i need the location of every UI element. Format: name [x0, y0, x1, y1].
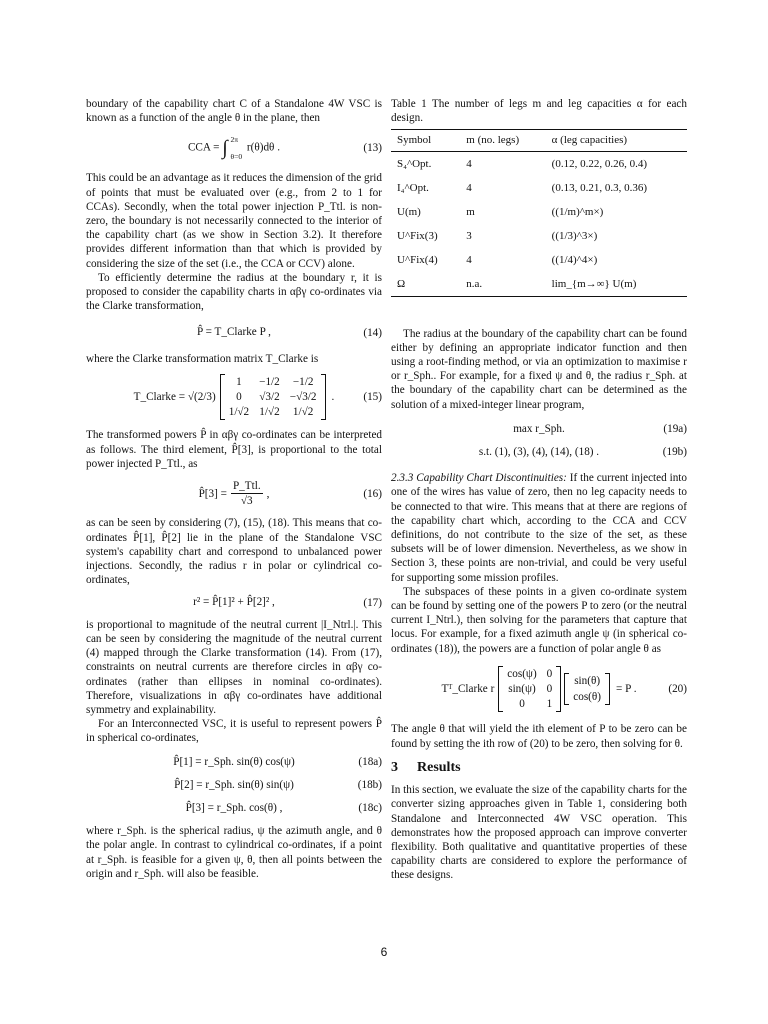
equation-20: [391, 666, 687, 713]
matrix-cell: cos(θ): [573, 690, 601, 703]
equation-number: (14): [363, 326, 382, 339]
table-cell: Ω: [391, 272, 460, 297]
equation-number: (17): [363, 596, 382, 609]
equation-18: [86, 755, 382, 816]
matrix-cell: cos(ψ): [507, 667, 537, 680]
integral-upper: 2π: [230, 135, 239, 145]
matrix-cell: −1/2: [292, 375, 314, 388]
paragraph: For an Interconnected VSC, it is useful to represent powers P̂ in spherical co-ordinates,: [86, 718, 382, 745]
table-row: [391, 151, 687, 176]
matrix-cell: 1/√2: [228, 406, 250, 419]
angle-vector: [564, 673, 610, 704]
table-header: Symbol: [391, 130, 460, 151]
section-heading: [391, 761, 687, 775]
eq14-expr: P̂ = T_Clarke P ,: [197, 326, 271, 339]
table-row: [391, 224, 687, 248]
paragraph: The radius at the boundary of the capability chart can be found either by defining an appropriate indicator function and then using a root-finding method, or via an optimization to maximise r or r_Sph.. For example, for a fixed ψ and θ, the radius r_Sph. at the boundary of the capability chart can be determined as the solution of a mixed-integer linear program,: [391, 327, 687, 411]
table-caption: Table 1 The number of legs m and leg capacities α for each design.: [391, 98, 687, 125]
integral-lower: θ=0: [230, 152, 243, 162]
paragraph: where the Clarke transformation matrix T_Clarke is: [86, 352, 319, 365]
equation-14: [86, 325, 382, 339]
table-row: [391, 200, 687, 224]
table-cell: ((1/m)^m×): [551, 205, 604, 218]
matrix-grid: [225, 374, 321, 421]
paragraph: [391, 471, 687, 585]
table-cell: n.a.: [460, 272, 545, 297]
paragraph: The transformed powers P̂ in αβγ co-ordinates can be interpreted as follows. The third element, P̂[3], is proportional to the total power injected P_Ttl., as: [86, 429, 382, 470]
paragraph: The subspaces of these points in a given co-ordinate system can be found by setting one of the powers P to zero (or the neutral current I_Ntrl.), then solving for the parameters that capture that locus. For example, for a fixed azimuth angle ψ (in spherical co-ordinates (18)), the powers are a function of polar angle θ as: [391, 585, 687, 655]
table-row: [391, 248, 687, 272]
eq18-row: [86, 801, 382, 815]
equation-number: (18a): [358, 755, 382, 768]
table-cell: m: [466, 205, 475, 218]
eq13-body: r(θ)dθ .: [246, 141, 281, 154]
table-cell: U(m): [397, 205, 421, 218]
table-cell: (0.12, 0.22, 0.26, 0.4): [551, 157, 647, 170]
paragraph: The angle θ that will yield the ith element of P to be zero can be found by setting the ith row of (20) to be zero, then solving for θ.: [391, 723, 687, 750]
matrix-cell: 1: [546, 698, 553, 711]
fraction-numerator: P_Ttl.: [231, 479, 263, 494]
matrix-cell: sin(ψ): [508, 683, 536, 696]
equation-number: (18b): [357, 778, 382, 791]
paragraph: This could be an advantage as it reduces the dimension of the grid of points that must be evaluated over (e.g., from 2 to 1 for CCAs). Secondly, when the total power injection P_Ttl. is non-zero, the boundary is not necessarily connected to the interior of the capability chart (as we show in Section 3.2). It therefore provides different information than that which is provided by considering the size of the set (i.e., the CCA or CCV) alone.: [86, 172, 382, 270]
equation-number: (19a): [663, 422, 687, 435]
equation-number: (16): [363, 487, 382, 500]
matrix-cell: sin(θ): [574, 675, 601, 688]
fraction-denominator: √3: [240, 495, 253, 508]
rotation-matrix: [498, 666, 561, 713]
equation-number: (20): [668, 683, 687, 696]
eq18-row: [86, 755, 382, 769]
table-header: α (leg capacities): [546, 130, 687, 151]
eq13-lhs: CCA =: [187, 141, 220, 154]
table-cell: 3: [466, 229, 472, 242]
matrix-cell: 0: [546, 667, 553, 680]
matrix-cell: 1: [236, 375, 242, 388]
paragraph: To efficiently determine the radius at the boundary r, it is proposed to consider the capability charts in αβγ co-ordinates via the Clarke transformation,: [86, 271, 382, 313]
paragraph: boundary of the capability chart C of a Standalone 4W VSC is known as a function of the angle θ in the plane, then: [86, 98, 382, 125]
eq17-expr: r² = P̂[1]² + P̂[2]² ,: [193, 596, 275, 609]
eq16-lhs: P̂[3] =: [198, 487, 227, 500]
matrix-cell: 1/√2: [259, 406, 280, 419]
table-cell: 4: [466, 157, 472, 170]
eq15-lhs: T_Clarke = √(2/3): [133, 391, 216, 404]
eq18-expr: P̂[2] = r_Sph. sin(θ) sin(ψ): [174, 778, 294, 791]
table-cell: S₄^Opt.: [397, 157, 432, 170]
table-cell: lim_{m→∞} U(m): [546, 272, 687, 297]
matrix-cell: −1/2: [259, 375, 280, 388]
matrix-cell: 0: [546, 683, 553, 696]
eq20-rhs: = P .: [616, 683, 637, 696]
equation-number: (18c): [358, 801, 382, 814]
paragraph: where r_Sph. is the spherical radius, ψ the azimuth angle, and θ the polar angle. In contrast to cylindrical co-ordinates, if a point at r_Sph. is feasible for a given ψ, θ, then all points between the origin and r_Sph. will also be feasible.: [86, 825, 382, 880]
paragraph: as can be seen by considering (7), (15), (18). This means that co-ordinates P̂[1], P̂[2] lie in the plane of the Standalone VSC system's capability chart and correspond to unbalanced power injections. Secondly, the radius r in polar or cylindrical co-ordinates,: [86, 517, 382, 587]
paragraph-text: If the current injected into one of the wires has value of zero, then no leg capacity needs to be connected to that wire. This means that at there are regions of the capability chart which, according to the CCA and CCV definitions, do not contribute to the size of the set, as these subsets will be of lower dimension. Nevertheless, as we show in Section 3, these points are non-trivial, and could be very useful for supporting some mission profiles.: [391, 472, 687, 584]
table-row: [391, 272, 687, 297]
matrix-cell: 0: [519, 698, 525, 711]
left-column: [86, 97, 382, 881]
matrix-grid: [503, 666, 556, 713]
legs-table: [391, 129, 687, 296]
equation-13: [86, 135, 382, 161]
equation-17: [86, 595, 382, 609]
table-header: m (no. legs): [460, 130, 545, 151]
table-cell: U^Fix(4): [397, 253, 438, 266]
table-cell: I₄^Opt.: [397, 181, 429, 194]
eq18-expr: P̂[1] = r_Sph. sin(θ) cos(ψ): [173, 755, 295, 768]
matrix-cell: 0: [236, 391, 242, 404]
paragraph: In this section, we evaluate the size of the capability charts for the converter sizing approaches given in Table 1, considering both Standalone and Interconnected 4W VSC operation. This demonstrates how the proposed approach can improve converter flexibility. Both qualitative and quantitative properties of these capability charts are considered to explore the performance of these designs.: [391, 784, 687, 882]
table-cell: (0.13, 0.21, 0.3, 0.36): [551, 181, 647, 194]
eq18-row: [86, 778, 382, 792]
eq19-row: [391, 422, 687, 436]
section-number: 3: [391, 759, 398, 775]
equation-15: T_Clarke = √(2/3) 1 −1/2 −1/2 0 √3/2 −√3/2 1/√2 1/√2 1/√2 . (15): [86, 374, 382, 421]
matrix-cell: √3/2: [259, 391, 280, 404]
page-number: 6: [380, 945, 388, 959]
eq19b-expr: s.t. (1), (3), (4), (14), (18) .: [478, 446, 600, 459]
section-title: Results: [417, 759, 461, 775]
table-row: [391, 176, 687, 200]
table-cell: U^Fix(3): [397, 229, 438, 242]
eq19a-expr: max r_Sph.: [513, 422, 565, 435]
clarke-matrix: [220, 374, 326, 421]
table-cell: ((1/4)^4×): [551, 253, 598, 266]
table-cell: ((1/3)^3×): [551, 229, 598, 242]
table-cell: 4: [466, 253, 472, 266]
eq18-expr: P̂[3] = r_Sph. cos(θ) ,: [185, 801, 283, 814]
matrix-grid: [569, 673, 605, 704]
eq19-row: [391, 445, 687, 459]
table-cell: 4: [466, 181, 472, 194]
right-column: [391, 97, 687, 883]
fraction: [231, 479, 263, 508]
equation-19: [391, 422, 687, 459]
eq20-lhs: Tᵀ_Clarke r: [441, 683, 495, 696]
integral-sign: ∫: [222, 137, 228, 160]
subsection-title: 2.3.3 Capability Chart Discontinuities:: [391, 472, 567, 485]
matrix-cell: −√3/2: [289, 391, 317, 404]
paragraph: is proportional to magnitude of the neutral current |I_Ntrl.|. This can be seen by considering the magnitude of the neutral current (4) mapped through the Clarke transformation (14). From (17), constraints on neutral currents are therefore circles in αβγ co-ordinates (rather than ellipses in nominal co-ordinates). Therefore, visualizations in αβγ co-ordinates have additional symmetry and explainability.: [86, 618, 382, 716]
equation-number: (13): [363, 142, 382, 155]
equation-16: P̂[3] = $\frac{\text{P\_Ttl.}}{√3}$ , (16): [198, 480, 382, 508]
equation-number: (19b): [662, 446, 687, 459]
matrix-cell: 1/√2: [292, 406, 314, 419]
equation-number: (15): [363, 391, 382, 404]
